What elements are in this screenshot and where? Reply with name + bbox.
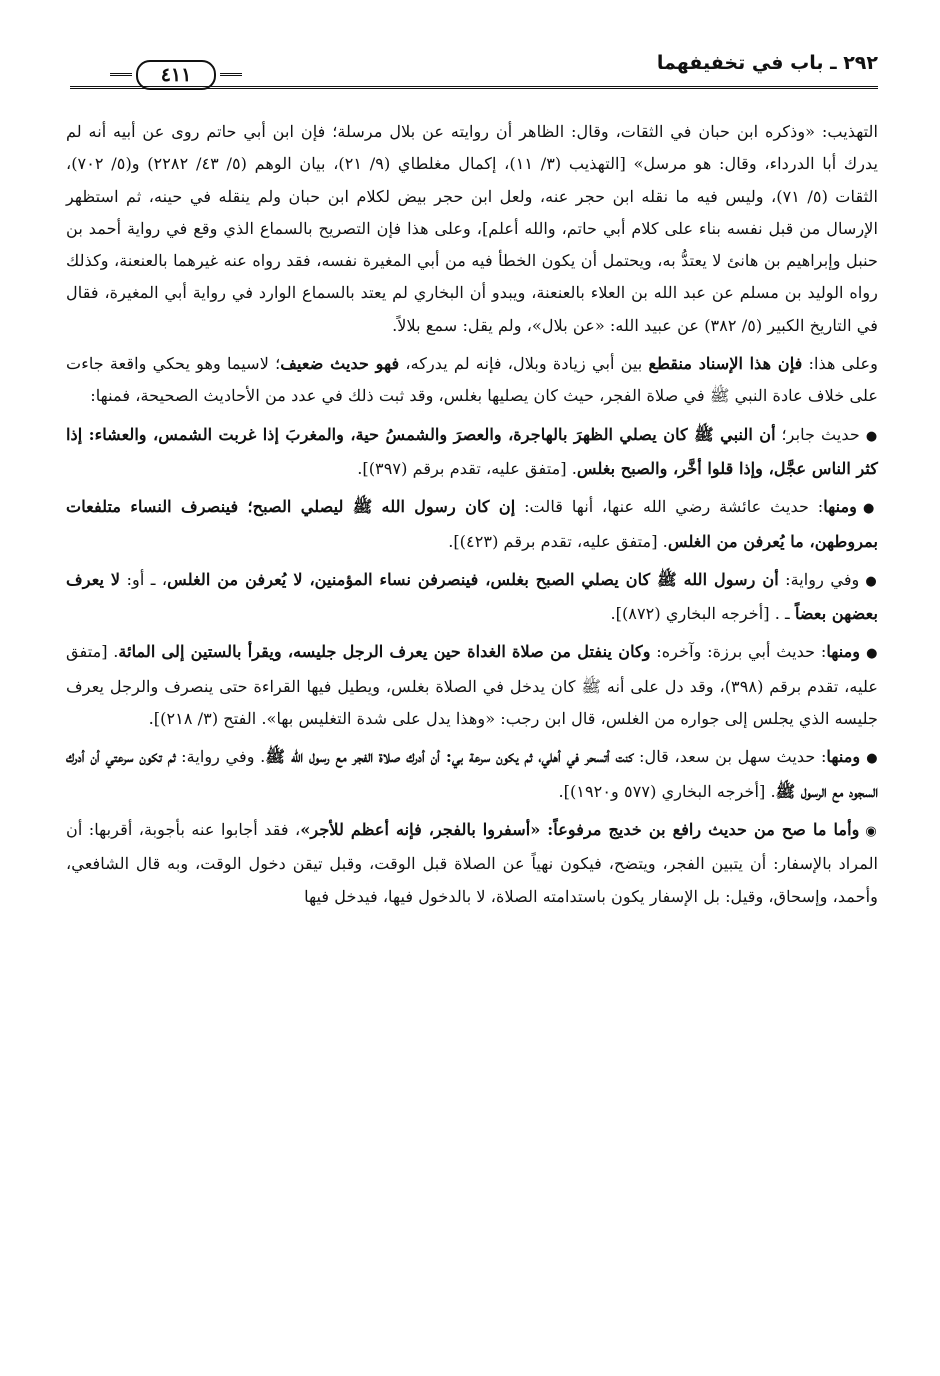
paragraph bbox=[66, 348, 878, 413]
bold-text: فهو حديث ضعيف bbox=[280, 354, 400, 374]
bold-text: إن كان رسول الله ﷺ ليصلي الصبح؛ فينصرف النساء متلفعات بمروطهن، ما يُعرفن من الغلس bbox=[66, 497, 878, 551]
paragraph bbox=[66, 116, 878, 342]
bold-text: وكان ينفتل من صلاة الغداة حين يعرف الرجل جليسه، ويقرأ بالستين إلى المائة bbox=[118, 642, 651, 662]
paragraph-text: بين أبي زيادة وبلال، فإنه لم يدركه، bbox=[399, 354, 649, 374]
bold-text: فإن هذا الإسناد منقطع bbox=[648, 354, 803, 374]
paragraph-text: ؛ لاسيما وهو يحكي واقعة جاءت على خلاف عادة النبي ﷺ في صلاة الفجر، حيث كان يصليها بغلس، وقد ثبت ذلك في عدد من الأحاديث الصحيحة، فمنها: bbox=[66, 354, 878, 406]
chapter-title: ٢٩٢ ـ باب في تخفيفهما bbox=[656, 52, 878, 74]
paragraph-text: التهذيب: «وذكره ابن حبان في الثقات، وقال: الظاهر أن روايته عن بلال مرسلة؛ فإن ابن أبي حاتم روى عن أبيه أنه لم يدرك أبا الدرداء، وقال: هو مرسل» [التهذيب (٣/ ١١)، إكمال مغلطاي (٩/ ٢١)، بيان الوهم (٥/ ٤٣/ ٢٢٨٢) و(٥/ ٧٠٢)، الثقات (٥/ ٧١)، وليس فيه ما نقله ابن حجر عنه، ولعل ابن حجر بيض لكلام ابن حبان ولم ينقله في حينه، ثم استظهر الإرسال من قبل نفسه بناء على كلام أبي حاتم، والله أعلم]، وعلى هذا فإن التصريح بالسماع الذي وقع في رواية أحمد بن حنبل وإبراهيم بن هانئ لا يعتدُّ به، ويحتمل أن يكون الخطأ فيه من أبي المغيرة نفسه، فقد رواه عنه غيرهما بالعنعنة، وكذلك رواه الوليد بن مسلم عن عبد الله بن العلاء بالعنعنة، ويبدو أن البخاري لم يعتد بالسماع الوارد في رواية أبي المغيرة، فقال في التاريخ الكبير (٥/ ٣٨٢) عن عبيد الله: «عن بلال»، ولم يقل: سمع بلالاً. bbox=[66, 122, 879, 335]
paragraph bbox=[66, 564, 878, 631]
bullet-icon: ● bbox=[866, 646, 878, 662]
paragraph-text: : حديث أبي برزة: وآخره: bbox=[650, 642, 827, 662]
bold-text: ومنها bbox=[826, 642, 861, 662]
paragraph bbox=[66, 636, 878, 735]
bold-text: أن رسول الله ﷺ كان يصلي الصبح بغلس، فينصرفن نساء المؤمنين، لا يُعرفن من الغلس bbox=[167, 569, 779, 589]
paragraph bbox=[66, 814, 878, 913]
bold-text: وأما ما صح من حديث رافع بن خديج مرفوعاً: «أسفروا بالفجر، فإنه أعظم للأجر» bbox=[300, 819, 860, 839]
bold-text: ومنها bbox=[826, 747, 861, 767]
paragraph-text: . [متفق عليه، تقدم برقم (٣٩٧)]. bbox=[357, 458, 577, 478]
paragraph bbox=[66, 419, 878, 486]
paragraph-text: . [أخرجه البخاري (٥٧٧ و١٩٢٠)]. bbox=[558, 781, 776, 801]
paragraph-text: وفي رواية: bbox=[778, 569, 860, 589]
paragraph bbox=[66, 491, 878, 558]
body-text bbox=[66, 116, 878, 919]
bold-text: ومنها bbox=[823, 497, 858, 517]
bullet-icon: ● bbox=[865, 573, 878, 589]
paragraph-text: ـ . [أخرجه البخاري (٨٧٢)]. bbox=[610, 604, 795, 624]
paragraph-text: : حديث سهل بن سعد، قال: bbox=[633, 747, 827, 767]
paragraph-text: . [متفق عليه، تقدم برقم (٤٢٣)]. bbox=[448, 531, 668, 551]
bold-text: ثم تكون سرعتي أن أدرك السجود مع الرسول ﷺ bbox=[66, 747, 878, 801]
page-number: ٤١١ bbox=[136, 60, 216, 90]
ornament-line-left bbox=[110, 73, 132, 76]
bullet-icon: ● bbox=[866, 751, 878, 767]
circle-bullet-icon: ◉ bbox=[865, 823, 879, 839]
paragraph-text: : حديث عائشة رضي الله عنها، أنها قالت: bbox=[515, 497, 824, 517]
paragraph-text: . [متفق عليه، تقدم برقم (٣٩٨)، وقد دل على أنه ﷺ كان يدخل في الصلاة بغلس، ويطيل فيها القراءة حتى ينصرف والرجل يعرف جليسه الذي يجلس إلى جواره من الغلس، قال ابن رجب: «وهذا يدل على شدة التغليس بها». الفتح (٣/ ٢١٨)]. bbox=[66, 642, 878, 729]
bold-text: كنت أتسحر في أهلي، ثم يكون سرعة بي: أن أدرك صلاة الفجر مع رسول الله ﷺ bbox=[265, 747, 634, 767]
paragraph bbox=[66, 741, 878, 808]
bold-text: لا يعرف بعضهن بعضاً bbox=[66, 569, 878, 624]
paragraph-text: ، فقد أجابوا عنه بأجوبة، أقربها: أن المراد بالإسفار: أن يتبين الفجر، ويتضح، فيكون نهياً عن الصلاة قبل الوقت، وقبل تيقن دخول الوقت، وبه قال الشافعي، وأحمد، وإسحاق، وقيل: بل الإسفار يكون باستدامته الصلاة، لا بالدخول فيها، فيدخل فيها bbox=[66, 819, 878, 906]
paragraph-text: . وفي رواية: bbox=[175, 747, 266, 767]
page-header bbox=[70, 48, 878, 92]
bold-text: أن النبي ﷺ كان يصلي الظهرَ بالهاجرة، والعصرَ والشمسُ حية، والمغربَ إذا غربت الشمس، والعشاء: إذا كثر الناس عجَّل، وإذا قلوا أخَّر، والصبح بغلس bbox=[66, 424, 878, 478]
paragraph-text: وعلى هذا: bbox=[802, 354, 879, 374]
ornament-line-right bbox=[220, 73, 242, 76]
paragraph-text: حديث جابر؛ bbox=[775, 424, 860, 444]
paragraph-text: ، ـ أو: bbox=[120, 569, 168, 589]
bullet-icon: ● bbox=[863, 501, 879, 517]
bullet-icon: ● bbox=[865, 428, 878, 444]
header-rule bbox=[70, 86, 878, 89]
